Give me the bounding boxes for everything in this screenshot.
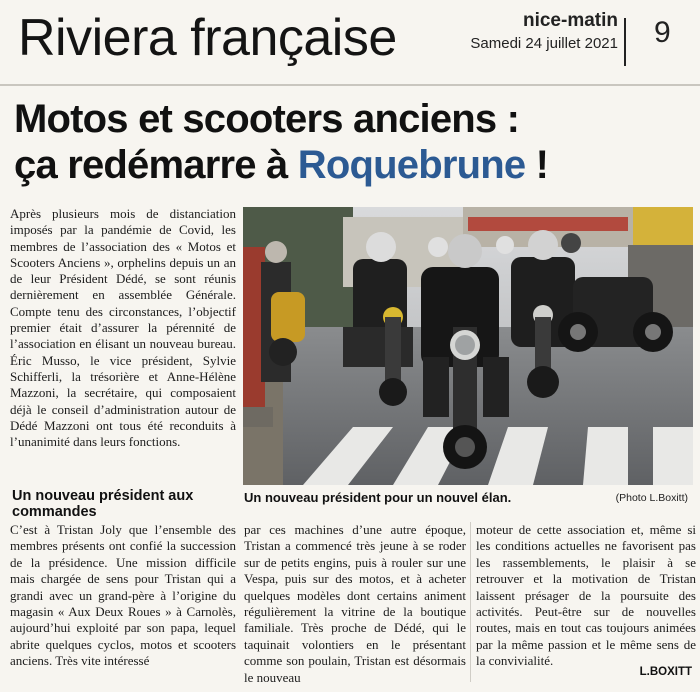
- headline-suffix: !: [525, 143, 549, 187]
- intro-column: [10, 206, 236, 450]
- body-paragraph-3: moteur de cette association et, même si les conditions actuelles ne favorisent pas les rassemblements, le plaisir à se retrouver et la motivation de Tristan laissent présager de la poursuite des activités. Peut-être sur de nouvelles routes, mais en tout cas toujours animées par la même passion et le même sens de la convivialité.: [476, 522, 696, 669]
- body-column-2: [244, 522, 466, 686]
- headline-town: Roquebrune: [297, 143, 526, 187]
- body-column-1: [10, 522, 236, 670]
- body-paragraph-1: C’est à Tristan Joly que l’ensemble des membres présents ont confié la succession de la présidence. Une mission difficile mais chargée de sens pour Tristan qui a grandi avec un grand-père à l’origine du magasin « Aux Deux Roues » à Carnolès, aujourd’hui exploité par son papa, lequel abrite quelques cyclos, motos et scooters anciens. Très vite intéressé: [10, 522, 236, 669]
- intro-paragraph: Après plusieurs mois de distanciation imposés par la pandémie de Covid, les membres de l’association des « Motos et Scooters Anciens », orphelins depuis un an de leur Président Dédé, se sont réunis dernièrement en assemblée Générale. Compte tenu des circonstances, l’objectif premier était d’assurer la pérennité de l’association en élisant un nouveau bureau. Éric Musso, le vice président, Sylvie Schifferli, la trésorière et Anne-Hélène Mazzoni, la secrétaire, qui composaient déjà le conseil d’administration autour de Dédé Mazzoni ont tous été reconduits à l’unanimité dans leurs fonctions.: [10, 206, 236, 450]
- photo-caption: Un nouveau président pour un nouvel élan.: [244, 490, 512, 505]
- column-divider: [470, 522, 471, 682]
- article-photo: [243, 207, 693, 485]
- page-number: 9: [654, 16, 671, 49]
- header-divider: [624, 18, 626, 66]
- subheading: Un nouveau président aux commandes: [12, 488, 194, 520]
- masthead: [470, 10, 618, 54]
- section-title: Riviera française: [18, 9, 397, 67]
- motorcycle-riders-photo: [243, 207, 693, 485]
- page-header: [0, 0, 700, 86]
- headline-line1: Motos et scooters anciens :: [14, 97, 520, 141]
- body-paragraph-2: par ces machines d’une autre époque, Tristan a commencé très jeune à se roder sur de petits engins, puis à rouler sur une Vespa, puis sur des motos, et à acheter quelques modèles dont certains animent régulièrement la vitrine de la boutique familiale. Très proche de Dédé, qui le taquinait volontiers en le présentant comme son poulain, Tristan est désormais le nouveau: [244, 522, 466, 685]
- newspaper-name: nice-matin: [522, 10, 618, 31]
- header-rule: [0, 84, 700, 86]
- headline-line2: ça redémarre à: [14, 143, 298, 187]
- issue-date: Samedi 24 juillet 2021: [470, 35, 618, 52]
- photo-credit: (Photo L.Boxitt): [615, 492, 688, 504]
- headline: [14, 96, 694, 188]
- author-signature: L.BOXITT: [639, 666, 692, 678]
- body-column-3: [476, 522, 696, 670]
